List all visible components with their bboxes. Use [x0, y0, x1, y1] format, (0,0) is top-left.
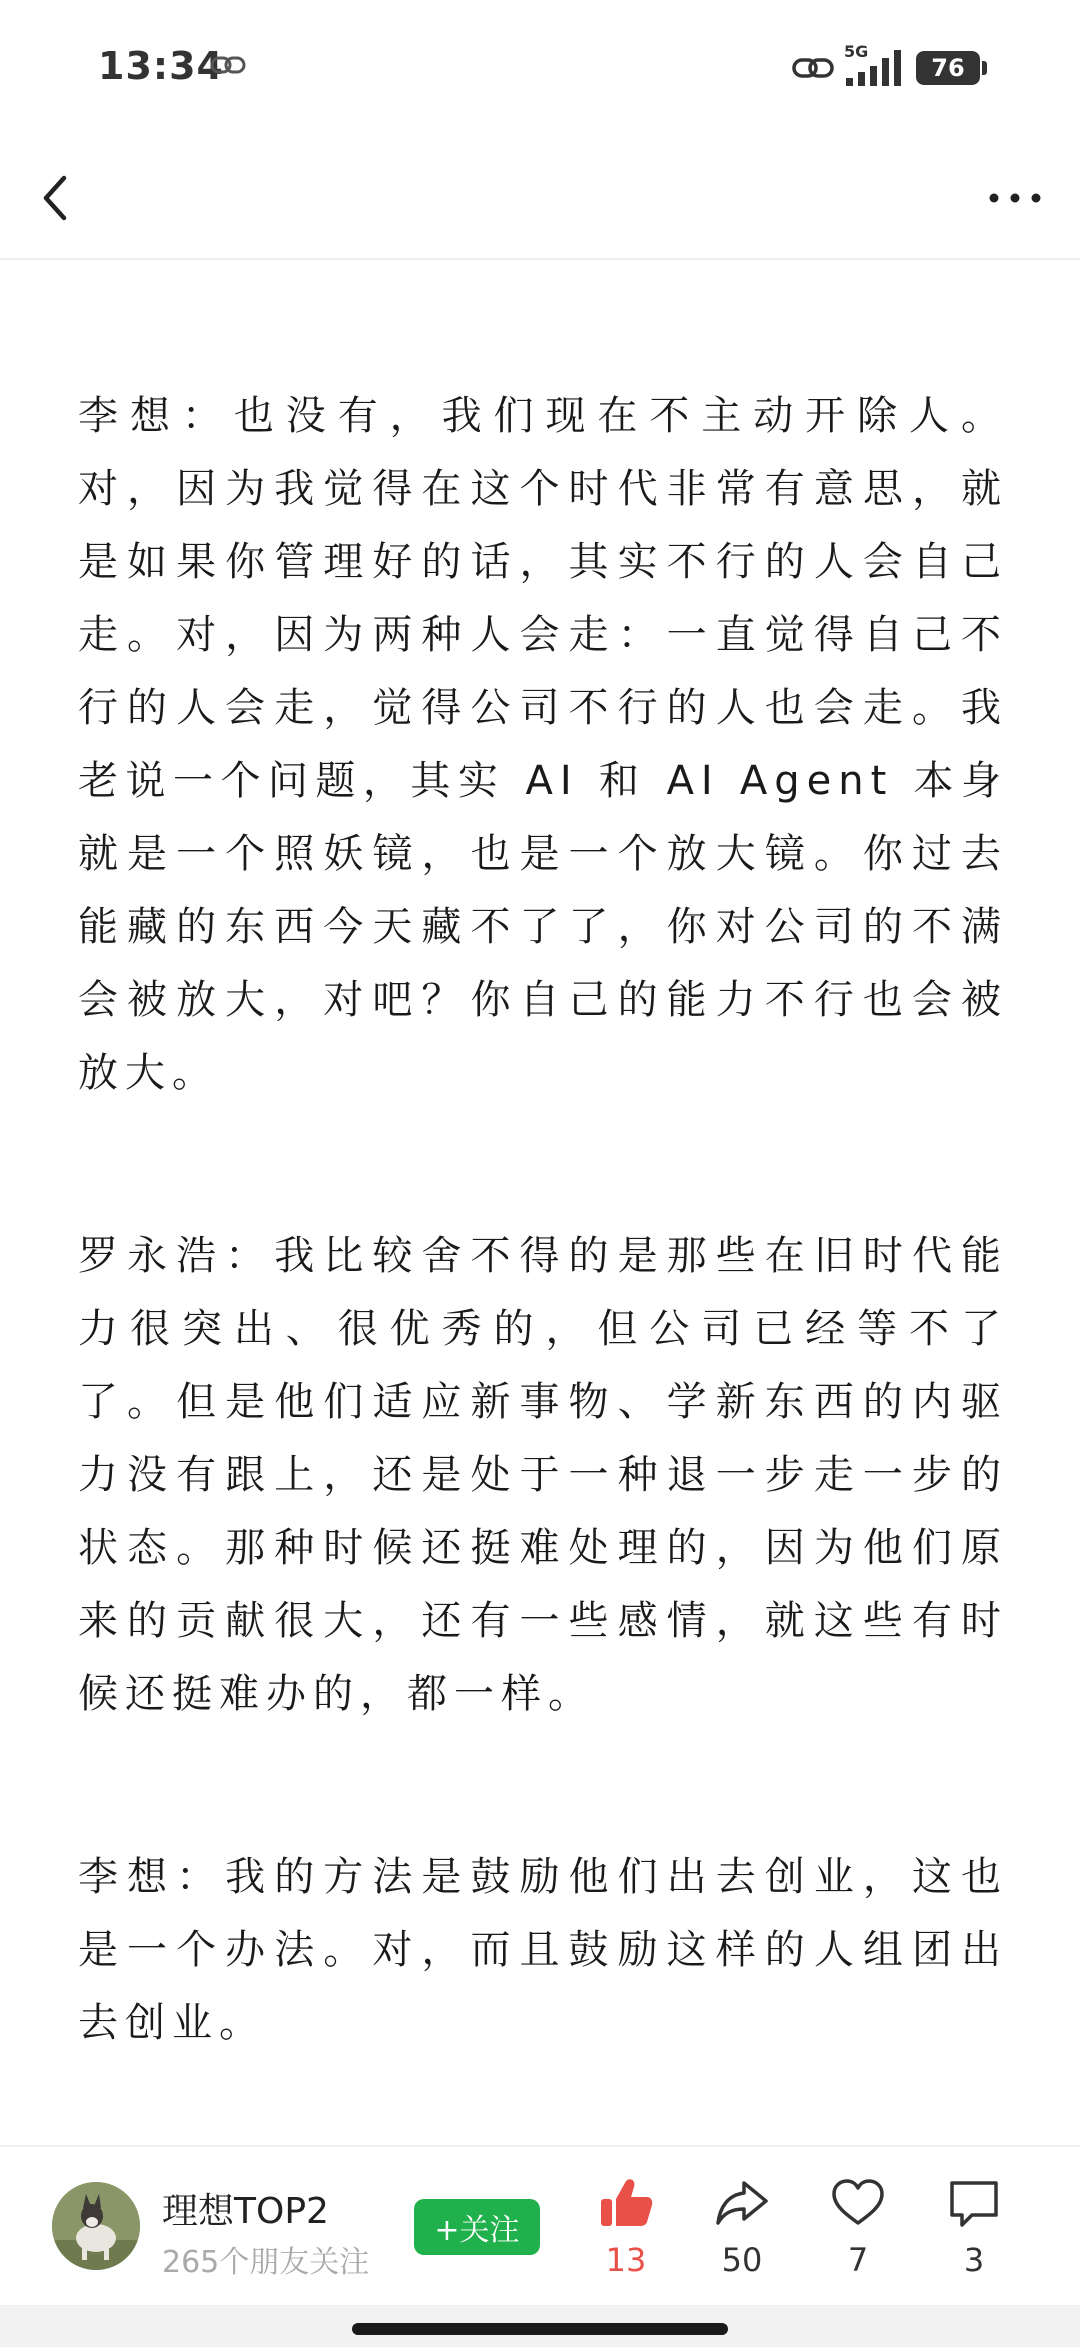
comment-icon	[946, 2177, 1002, 2229]
like-button[interactable]	[576, 2177, 676, 2297]
article-paragraph: 李想：我的方法是鼓励他们出去创业，这也是一个办法。对，而且鼓励这样的人组团出去创业。	[78, 1854, 1008, 2046]
link-icon	[210, 54, 246, 76]
article-paragraph: 罗永浩：我比较舍不得的是那些在旧时代能力很突出、很优秀的，但公司已经等不了了。但是他们适应新事物、学新东西的内驱力没有跟上，还是处于一种退一步走一步的状态。那种时候还挺难处理的，因为他们原来的贡献很大，还有一些感情，就这些有时候还挺难办的，都一样。	[78, 1233, 1008, 1717]
share-button[interactable]	[692, 2177, 792, 2297]
like-count: 13	[605, 2241, 647, 2279]
network-label: 5G	[844, 42, 869, 61]
author-followers: 265个朋友关注	[162, 2245, 370, 2280]
favorite-button[interactable]	[808, 2177, 908, 2297]
comment-button[interactable]	[924, 2177, 1024, 2297]
battery-indicator: 76	[916, 51, 980, 85]
avatar[interactable]	[52, 2182, 140, 2270]
share-count: 50	[721, 2241, 763, 2279]
network-indicator	[844, 42, 906, 88]
author-name[interactable]: 理想TOP2	[162, 2191, 329, 2232]
status-indicators	[792, 42, 980, 88]
follow-button[interactable]: +关注	[414, 2199, 540, 2255]
article-paragraph: 李想：也没有，我们现在不主动开除人。对，因为我觉得在这个时代非常有意思，就是如果你管理好的话，其实不行的人会自己走。对，因为两种人会走：一直觉得自己不行的人会走，觉得公司不行的人也会走。我老说一个问题，其实 AI 和 AI Agent 本身就是一个照妖镜，也是一个放大镜。你过去能藏的东西今天藏不了了，你对公司的不满会被放大，对吧？你自己的能力不行也会被放大。	[78, 393, 1008, 1096]
signal-icon	[844, 48, 906, 88]
nav-bar	[0, 140, 1080, 260]
more-icon[interactable]	[980, 162, 1050, 232]
status-bar	[0, 0, 1080, 140]
dog-avatar-icon	[52, 2182, 140, 2270]
bottom-action-bar	[0, 2145, 1080, 2307]
home-indicator-area	[0, 2305, 1080, 2347]
favorite-count: 7	[847, 2241, 869, 2279]
thumbs-up-icon	[598, 2177, 654, 2229]
status-time: 13:34	[98, 44, 224, 88]
share-icon	[714, 2177, 770, 2229]
back-icon[interactable]	[28, 162, 98, 232]
link-icon	[792, 55, 834, 81]
comment-count: 3	[963, 2241, 985, 2279]
heart-icon	[830, 2177, 886, 2229]
article-body	[78, 380, 1008, 2060]
home-indicator[interactable]	[352, 2323, 728, 2335]
